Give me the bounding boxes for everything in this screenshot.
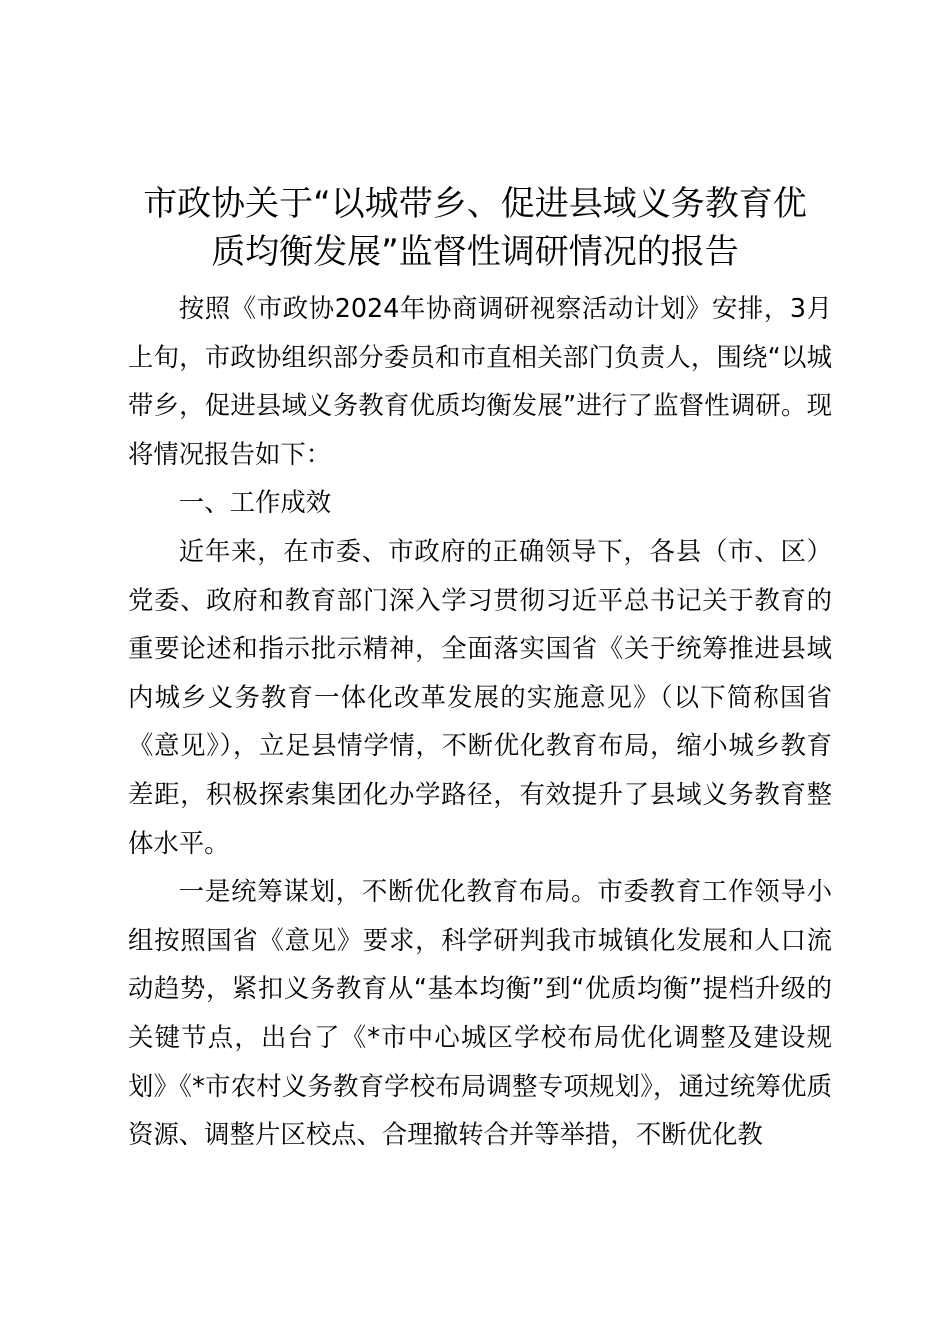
title-line-2: 质均衡发展”监督性调研情况的报告: [211, 232, 739, 272]
point-one-paragraph: 一是统筹谋划，不断优化教育布局。市委教育工作领导小组按照国省《意见》要求，科学研判我市城镇化发展和人口流动趋势，紧扣义务教育从“基本均衡”到“优质均衡”提档升级的关键节点，出台了《*市中心城区学校布局优化调整及建设规划》《*市农村义务教育学校布局调整专项规划》，通过统筹优质资源、调整片区校点、合理撤转合并等举措，不断优化教: [128, 876, 832, 1150]
section-heading-achievements: 一、工作成效: [178, 487, 332, 518]
intro-paragraph: 按照《市政协2024年协商调研视察活动计划》安排，3月上旬，市政协组织部分委员和市直相关部门负责人，围绕“以城带乡，促进县域义务教育优质均衡发展”进行了监督性调研。现将情况报告如下：: [128, 293, 832, 469]
document-title: [118, 180, 832, 276]
overview-paragraph: 近年来，在市委、市政府的正确领导下，各县（市、区）党委、政府和教育部门深入学习贯彻习近平总书记关于教育的重要论述和指示批示精神，全面落实国省《关于统筹推进县域内城乡义务教育一体化改革发展的实施意见》（以下简称国省《意见》），立足县情学情，不断优化教育布局，缩小城乡教育差距，积极探索集团化办学路径，有效提升了县域义务教育整体水平。: [128, 535, 832, 858]
document-body: [128, 284, 832, 1159]
title-line-1: 市政协关于“以城带乡、促进县域义务教育优: [143, 184, 807, 224]
